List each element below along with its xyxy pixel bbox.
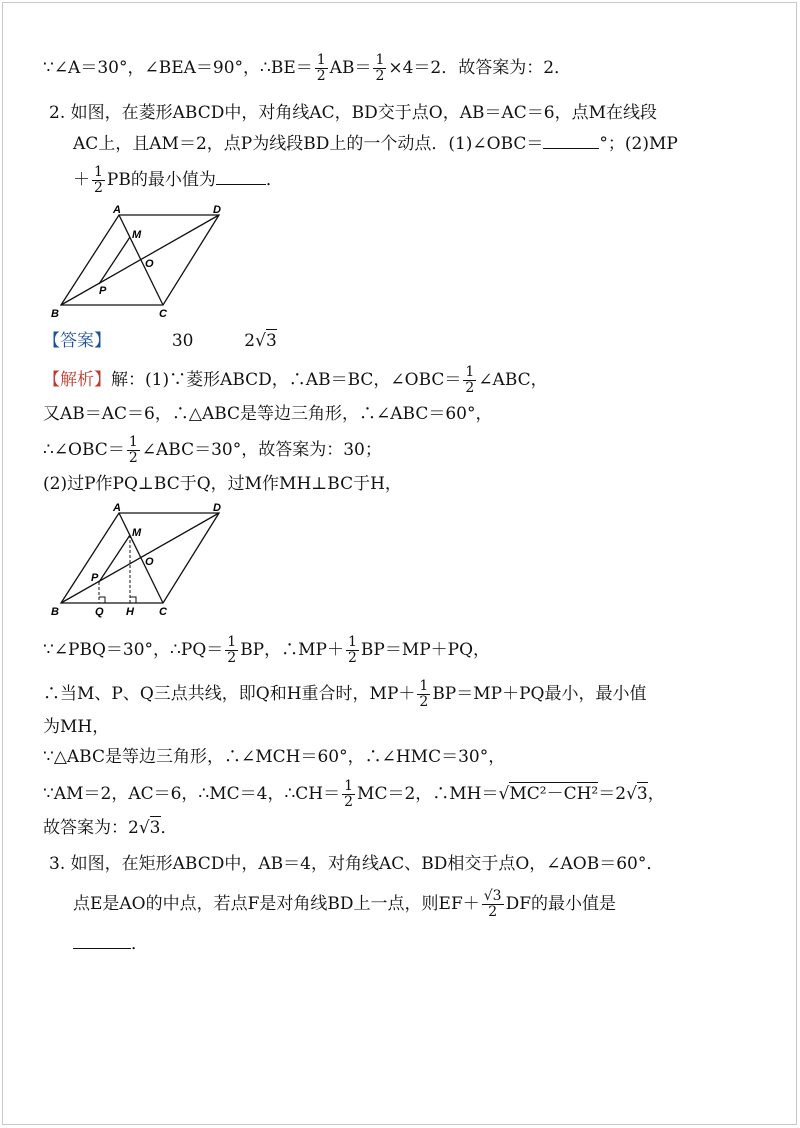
text: 点E是AO的中点，若点F是对角线BD上一点，则EF＋ [73,894,480,914]
answer-blank [73,932,131,949]
label-c: C [159,606,167,618]
numerator: 1 [128,434,138,450]
fraction-half [373,53,386,84]
answer-label: 【答案】 [43,331,111,351]
text: BP＝MP＋PQ最小，最小值 [432,684,647,704]
denominator: 2 [227,650,237,666]
fraction-half [463,365,476,396]
numerator: 1 [419,678,429,694]
analysis-line-4 [43,471,402,497]
fraction-sqrt3-over-2 [482,889,504,920]
numerator: 1 [94,164,103,180]
text: °；(2)MP [599,134,678,154]
fraction-half [346,635,359,666]
radicand: 3 [149,818,161,838]
analysis-line-3 [43,435,382,466]
question-number: 2. [49,103,66,123]
text: (2)过P作PQ⊥BC于Q，过M作MH⊥BC于H， [43,474,402,494]
text: ∵∠PBQ＝30°，∴PQ＝ [43,640,224,660]
text: ＝2 [598,784,627,804]
analysis-label: 【解析】 [43,370,111,390]
answer-2-coef: 2 [244,331,256,351]
text: ， [647,784,665,804]
numerator: 1 [347,634,357,650]
denominator: 2 [347,650,357,666]
radicand: 3 [636,784,648,804]
text: PB的最小值为 [106,170,216,190]
text: 如图，在矩形ABCD中，AB＝4，对角线AC、BD相交于点O，∠AOB＝60°． [70,854,664,874]
label-d: D [213,204,221,216]
numerator: √3 [483,888,502,904]
text: ∠ABC， [478,370,548,390]
fraction-half [92,165,105,196]
text: BP＝MP＋PQ， [360,640,491,660]
text: ． [265,170,283,190]
text: ∴当M、P、Q三点共线，即Q和H重合时，MP＋ [43,684,416,704]
label-a: A [113,502,121,514]
text: MC＝2，∴MH＝ [357,784,499,804]
fraction-half [225,635,238,666]
text: 解：(1)∵菱形ABCD，∴AB＝BC，∠OBC＝ [111,370,462,390]
fraction-half [417,679,430,710]
question-2-line-3 [73,165,283,196]
numerator: 1 [344,778,354,794]
segment-mp [99,237,130,284]
question-2-line-2 [73,131,678,157]
denominator: 2 [344,794,354,810]
text: ∠ABC＝30°，故答案为：30； [141,440,382,460]
label-b: B [51,308,59,320]
question-2-line-1 [49,100,657,126]
segment-mp [99,535,130,582]
label-m: M [132,229,142,241]
radicand: MC²－CH² [509,784,599,804]
answer-blank [543,132,599,149]
answer-line: 【答案】 30 2√3 [43,331,277,351]
answer-1: 30 [171,331,194,351]
analysis-line-10: 故答案为：2√3． [43,818,178,838]
right-angle-mark-q [99,597,105,603]
analysis-line-2 [43,401,493,427]
denominator: 2 [94,180,103,196]
text: 为MH， [43,717,110,737]
answer-2-radicand: 3 [265,331,277,351]
label-d: D [213,502,221,514]
label-p: P [99,285,107,297]
text: ∵△ABC是等边三角形，∴∠MCH＝60°，∴∠HMC＝30°， [43,747,506,767]
question-3-line-3 [73,931,148,957]
solution-line-1 [43,53,571,84]
text: 故答案为：2 [43,818,139,838]
page [2,2,797,1125]
text: BP，∴MP＋ [240,640,344,660]
label-o: O [145,258,154,270]
analysis-line-8 [43,744,505,770]
analysis-line-6 [43,679,646,710]
denominator: 2 [128,450,138,466]
question-3-line-2 [73,889,616,920]
rhombus-figure-2 [51,501,241,619]
label-m: M [132,527,142,539]
text: ×4＝2．故答案为：2． [388,58,572,78]
fraction-half [342,779,355,810]
question-3-line-1 [49,851,663,877]
text: ＋ [73,170,90,190]
label-b: B [51,606,59,618]
text: AB＝ [329,58,372,78]
analysis-line-1 [43,365,548,396]
answer-blank [216,168,266,185]
text: ∴∠OBC＝ [43,440,125,460]
denominator: 2 [488,904,498,920]
analysis-line-9: ∵AM＝2，AC＝6，∴MC＝4，∴CH＝ $\frac{1}{2}$ MC＝2，∴MH＝√MC²－CH²＝2√3， [43,778,665,810]
analysis-line-5 [43,635,490,666]
right-angle-mark-h [130,597,136,603]
denominator: 2 [375,68,385,84]
denominator: 2 [316,68,326,84]
text: ∵AM＝2，AC＝6，∴MC＝4，∴CH＝ [43,784,341,804]
label-h: H [126,606,134,618]
text: 如图，在菱形ABCD中，对角线AC，BD交于点O，AB＝AC＝6，点M在线段 [70,103,657,123]
numerator: 1 [227,634,237,650]
label-p: P [91,572,99,584]
label-c: C [159,308,167,320]
text: ． [131,934,148,954]
text: ． [160,818,178,838]
numerator: 1 [316,52,326,68]
label-q: Q [95,606,104,618]
text: ∵∠A＝30°，∠BEA＝90°，∴BE＝ [43,58,313,78]
question-number: 3. [49,854,66,874]
fraction-half [315,53,328,84]
denominator: 2 [419,694,429,710]
label-o: O [145,556,154,568]
analysis-line-7 [43,714,109,740]
text: AC上，且AM＝2，点P为线段BD上的一个动点．(1)∠OBC＝ [73,134,544,154]
label-a: A [113,204,121,216]
numerator: 1 [465,364,475,380]
text: DF的最小值是 [505,894,617,914]
fraction-half [127,435,140,466]
denominator: 2 [465,380,475,396]
rhombus-figure-1 [51,203,241,321]
text: 又AB＝AC＝6，∴△ABC是等边三角形，∴∠ABC＝60°， [43,404,493,424]
numerator: 1 [375,52,385,68]
